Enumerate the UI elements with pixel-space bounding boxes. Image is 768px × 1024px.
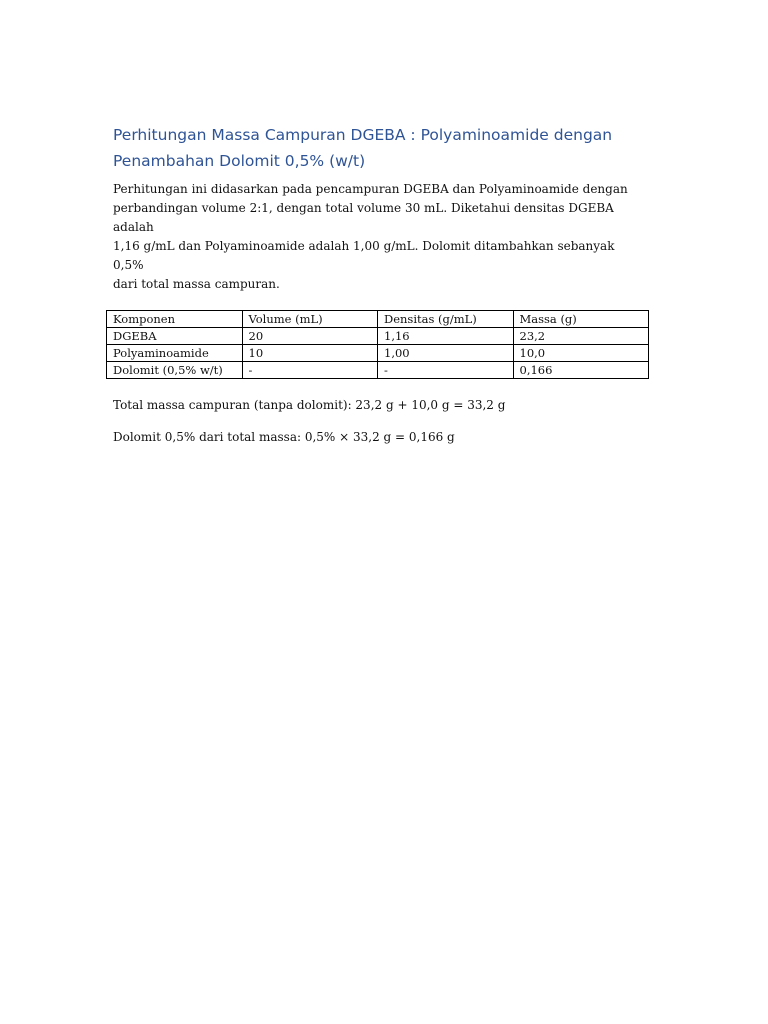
total-mass-note: Total massa campuran (tanpa dolomit): 23,2 g + 10,0 g = 33,2 g	[113, 398, 506, 412]
table-cell: -	[242, 362, 378, 379]
header-cell: Komponen	[107, 311, 243, 328]
table-row	[107, 345, 649, 362]
header-cell: Volume (mL)	[242, 311, 378, 328]
title-line-2: Penambahan Dolomit 0,5% (w/t)	[113, 152, 366, 170]
header-cell: Densitas (g/mL)	[378, 311, 514, 328]
table-cell: 0,166	[513, 362, 649, 379]
table-cell: 20	[242, 328, 378, 345]
table-cell: Dolomit (0,5% w/t)	[107, 362, 243, 379]
document-title	[113, 122, 653, 174]
intro-paragraph	[113, 180, 643, 294]
header-cell: Massa (g)	[513, 311, 649, 328]
intro-line-4: dari total massa campuran.	[113, 277, 280, 291]
table-header-row	[107, 311, 649, 328]
document-page	[113, 122, 653, 447]
table-row	[107, 362, 649, 379]
table-cell: 1,16	[378, 328, 514, 345]
intro-line-1: Perhitungan ini didasarkan pada pencampuran DGEBA dan Polyaminoamide dengan	[113, 182, 628, 196]
table-cell: 10	[242, 345, 378, 362]
table-row	[107, 328, 649, 345]
mass-table	[106, 310, 649, 379]
title-line-1: Perhitungan Massa Campuran DGEBA : Polyaminoamide dengan	[113, 126, 613, 144]
table-cell: 1,00	[378, 345, 514, 362]
table-cell: DGEBA	[107, 328, 243, 345]
dolomit-mass-note: Dolomit 0,5% dari total massa: 0,5% × 33,2 g = 0,166 g	[113, 430, 455, 444]
intro-line-3: 1,16 g/mL dan Polyaminoamide adalah 1,00 g/mL. Dolomit ditambahkan sebanyak 0,5%	[113, 239, 615, 272]
table-cell: -	[378, 362, 514, 379]
intro-line-2: perbandingan volume 2:1, dengan total volume 30 mL. Diketahui densitas DGEBA adalah	[113, 201, 614, 234]
table-cell: Polyaminoamide	[107, 345, 243, 362]
table-cell: 10,0	[513, 345, 649, 362]
table-cell: 23,2	[513, 328, 649, 345]
